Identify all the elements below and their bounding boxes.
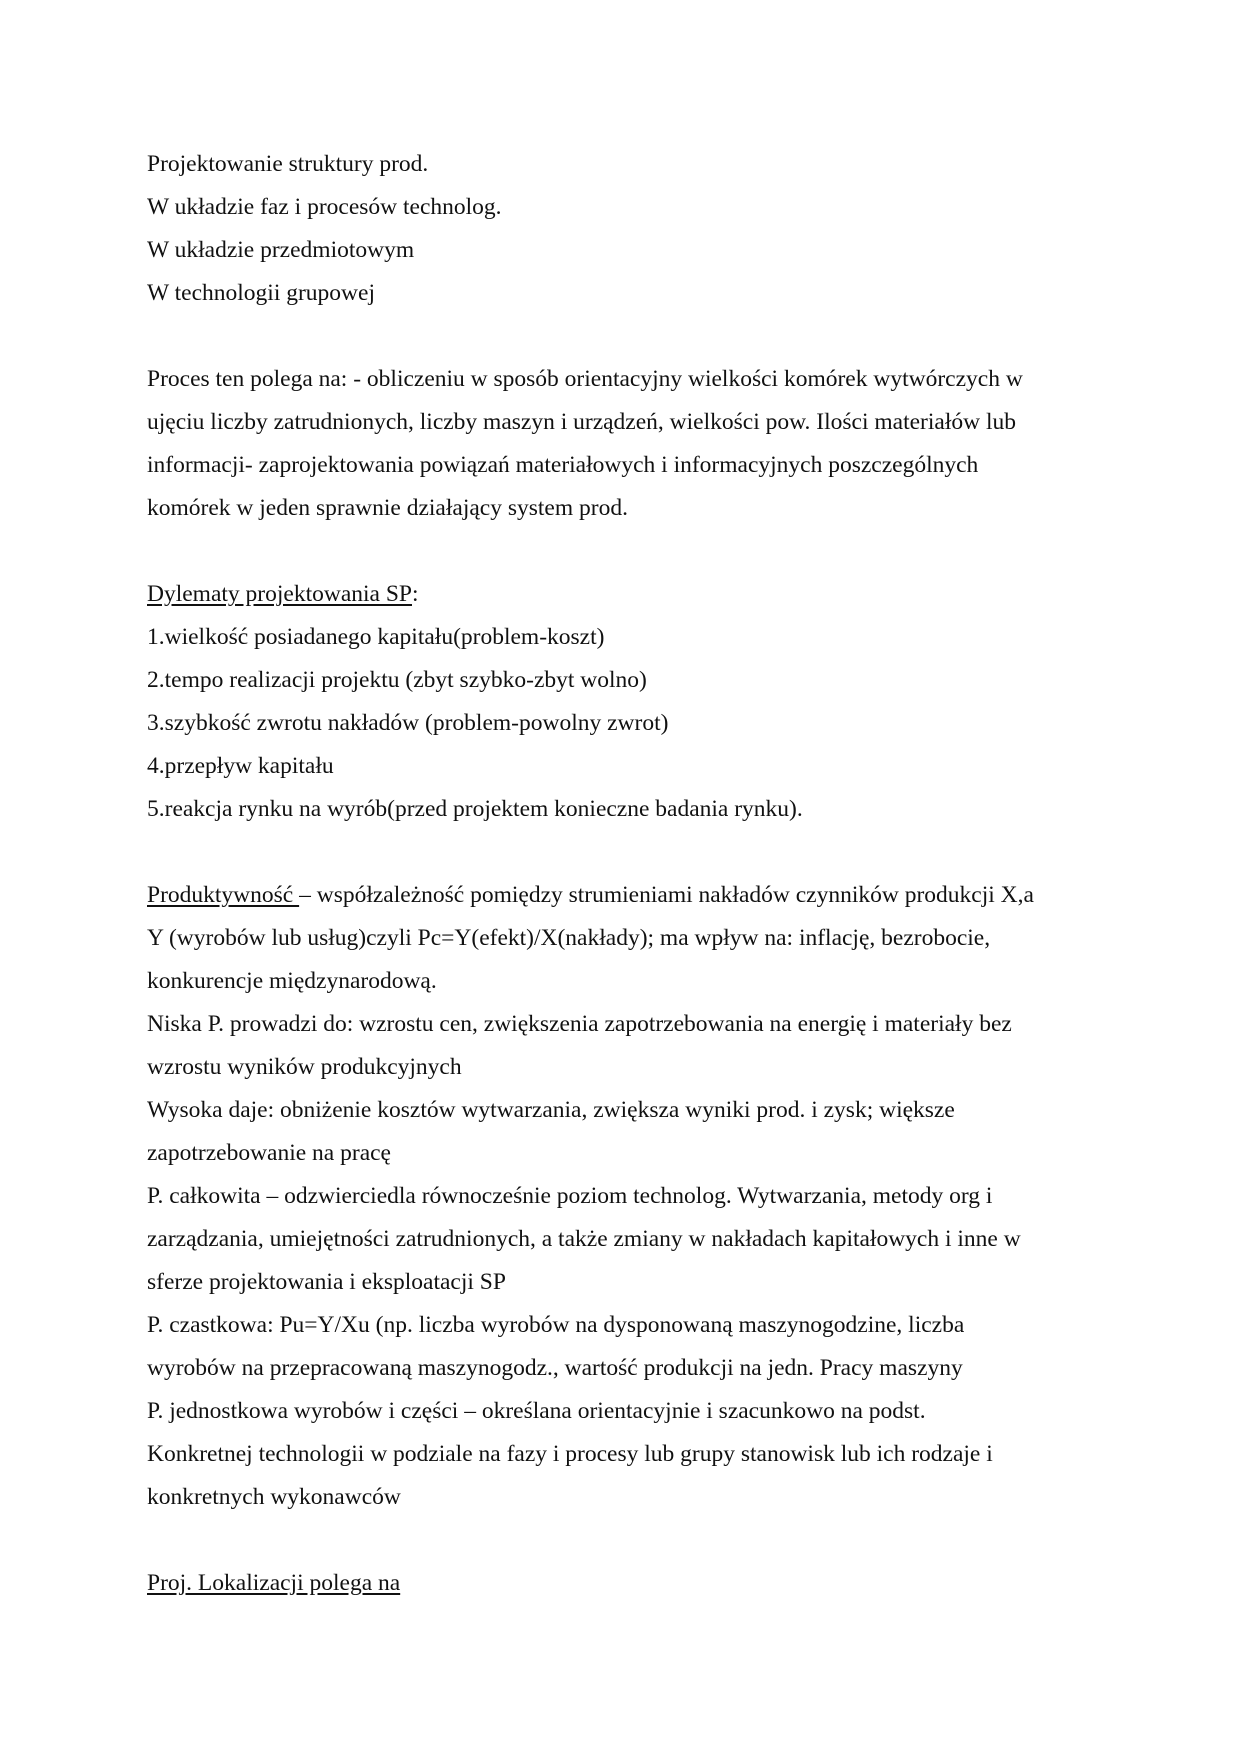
productivity-first-line bbox=[147, 874, 1097, 917]
text-line: wyrobów na przepracowaną maszynogodz., wartość produkcji na jedn. Pracy maszyny bbox=[147, 1355, 963, 1381]
text-line: konkretnych wykonawców bbox=[147, 1484, 401, 1510]
dilemmas-heading-colon: : bbox=[411, 581, 419, 607]
dilemmas-heading-line bbox=[147, 573, 1097, 616]
blank-line bbox=[147, 1519, 1097, 1562]
location-heading: Proj. Lokalizacji polega na bbox=[147, 1570, 401, 1596]
text-line: Konkretnej technologii w podziale na fazy i procesy lub grupy stanowisk lub ich rodzaje i bbox=[147, 1441, 993, 1467]
dilemmas-heading: Dylematy projektowania SP bbox=[147, 581, 412, 607]
productivity-term: Produktywność bbox=[147, 882, 300, 908]
text-line: Y (wyrobów lub usług)czyli Pc=Y(efekt)/X(nakłady); ma wpływ na: inflację, bezrobocie, bbox=[147, 925, 991, 951]
text-line: ujęciu liczby zatrudnionych, liczby maszyn i urządzeń, wielkości pow. Ilości materiałów lub bbox=[147, 409, 1016, 435]
section-location bbox=[147, 1562, 1097, 1605]
text-line: Proces ten polega na: - obliczeniu w sposób orientacyjny wielkości komórek wytwórczych w bbox=[147, 366, 1023, 392]
text-line: wzrostu wyników produkcyjnych bbox=[147, 1054, 462, 1080]
text-line: komórek w jeden sprawnie działający system prod. bbox=[147, 495, 628, 521]
blank-line bbox=[147, 530, 1097, 573]
text-line: P. czastkowa: Pu=Y/Xu (np. liczba wyrobów na dysponowaną maszynogodzine, liczba bbox=[147, 1312, 965, 1338]
list-item: 4.przepływ kapitału bbox=[147, 753, 334, 779]
text-line: informacji- zaprojektowania powiązań materiałowych i informacyjnych poszczególnych bbox=[147, 452, 979, 478]
section-productivity bbox=[147, 874, 1097, 1519]
list-item: 5.reakcja rynku na wyrób(przed projektem konieczne badania rynku). bbox=[147, 796, 803, 822]
text-line: konkurencje międzynarodową. bbox=[147, 968, 437, 994]
text-line: sferze projektowania i eksploatacji SP bbox=[147, 1269, 506, 1295]
text-line: P. jednostkowa wyrobów i części – określana orientacyjnie i szacunkowo na podst. bbox=[147, 1398, 926, 1424]
document-body bbox=[147, 143, 1097, 1605]
section-structure bbox=[147, 143, 1097, 315]
text-line: W technologii grupowej bbox=[147, 280, 375, 306]
blank-line bbox=[147, 831, 1097, 874]
text-line: Projektowanie struktury prod. bbox=[147, 151, 429, 177]
text-line: zapotrzebowanie na pracę bbox=[147, 1140, 391, 1166]
list-item: 2.tempo realizacji projektu (zbyt szybko-zbyt wolno) bbox=[147, 667, 647, 693]
text-line: W układzie faz i procesów technolog. bbox=[147, 194, 502, 220]
productivity-definition: – współzależność pomiędzy strumieniami nakładów czynników produkcji X,a bbox=[299, 882, 1034, 908]
blank-line bbox=[147, 315, 1097, 358]
list-item: 3.szybkość zwrotu nakładów (problem-powolny zwrot) bbox=[147, 710, 669, 736]
text-line: Niska P. prowadzi do: wzrostu cen, zwiększenia zapotrzebowania na energię i materiały bez bbox=[147, 1011, 1012, 1037]
location-heading-line bbox=[147, 1562, 1097, 1605]
text-line: W układzie przedmiotowym bbox=[147, 237, 415, 263]
text-line: Wysoka daje: obniżenie kosztów wytwarzania, zwiększa wyniki prod. i zysk; większe bbox=[147, 1097, 955, 1123]
section-process bbox=[147, 358, 1097, 530]
text-line: zarządzania, umiejętności zatrudnionych, a także zmiany w nakładach kapitałowych i inne w bbox=[147, 1226, 1021, 1252]
section-dilemmas bbox=[147, 573, 1097, 831]
text-line: P. całkowita – odzwierciedla równocześnie poziom technolog. Wytwarzania, metody org i bbox=[147, 1183, 993, 1209]
list-item: 1.wielkość posiadanego kapitału(problem-koszt) bbox=[147, 624, 605, 650]
